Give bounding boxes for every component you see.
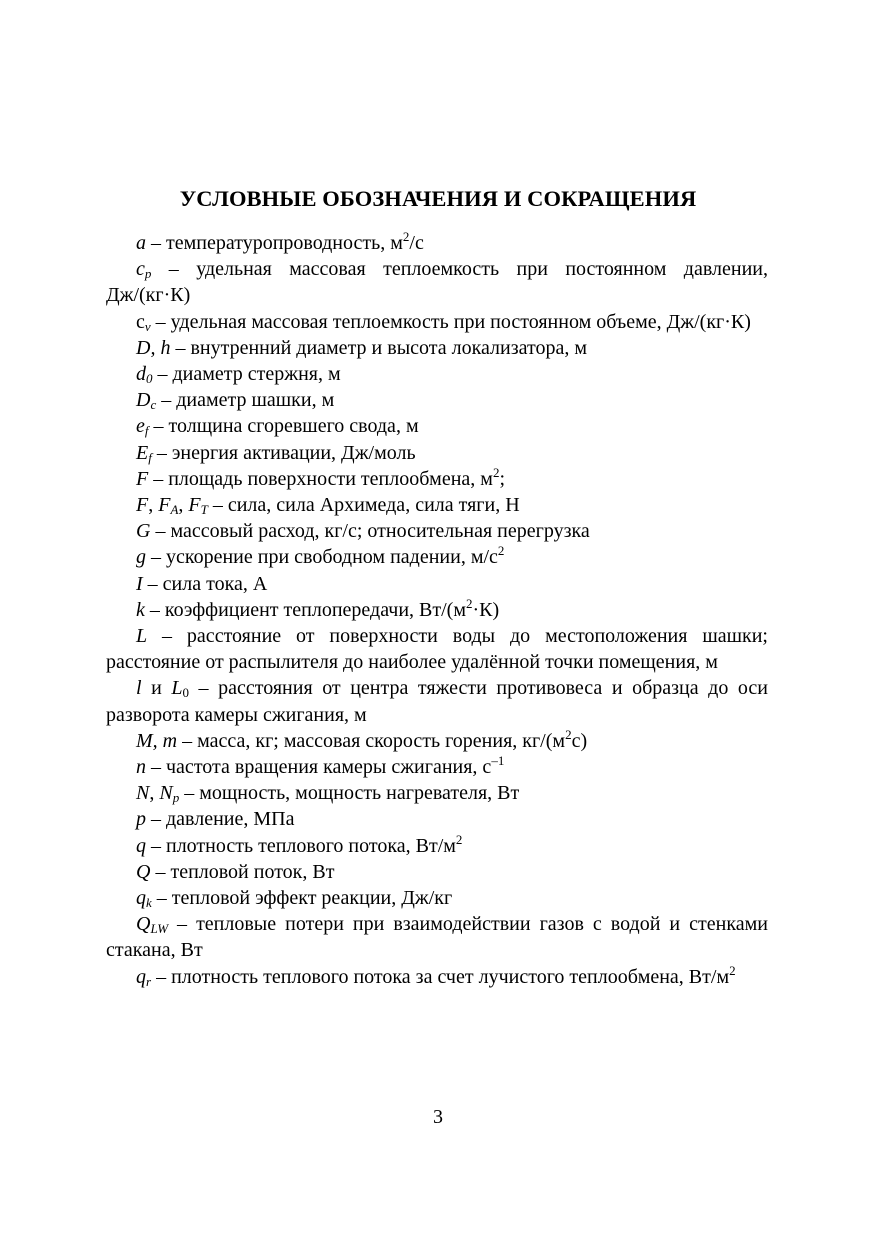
symbol-part: I [136, 572, 143, 595]
symbol-part: G [136, 520, 151, 543]
definition-text: – ускорение при свободном падении, м/с [146, 546, 498, 569]
definition-text: ·К) [472, 598, 500, 621]
symbol-part: F [158, 494, 171, 517]
definition-text: с) [571, 729, 588, 752]
symbol-part: p [144, 266, 152, 282]
definition-entry [106, 623, 768, 675]
definition-entry [106, 230, 768, 256]
definition-text: – тепловые потери при взаимодействии газов с водой и стенками стакана, Вт [106, 913, 768, 962]
definition-entry [106, 440, 768, 466]
definition-text: – тепловой эффект реакции, Дж/кг [151, 887, 453, 910]
definition-text: – диаметр шашки, м [156, 389, 335, 412]
definition-entry [106, 544, 768, 570]
definition-text: c [136, 310, 145, 333]
symbol-part: A [170, 502, 179, 518]
symbol-part: v [144, 318, 151, 334]
symbol-part: p [136, 808, 146, 831]
symbol-part: E [136, 441, 149, 464]
symbol-part: f [144, 423, 149, 439]
definition-text: – массовый расход, кг/с; относительная перегрузка [150, 520, 590, 543]
symbol-part: M, m [136, 729, 178, 752]
definition-text: – температуропроводность, м [146, 232, 403, 254]
symbol-part: p [172, 790, 180, 806]
symbol-part: 2 [729, 962, 736, 978]
definition-text: – масса, кг; массовая скорость горения, кг/(м [177, 729, 566, 752]
definition-entry [106, 571, 768, 597]
definition-entry [106, 335, 768, 361]
symbol-part: n [136, 756, 146, 779]
symbol-part: 2 [455, 831, 463, 847]
symbol-part: r [146, 973, 152, 989]
symbol-part: –1 [491, 753, 505, 769]
definition-entry [106, 885, 768, 911]
symbol-part: l [136, 677, 142, 700]
definition-text: и [141, 677, 172, 700]
definition-text: – давление, МПа [146, 808, 295, 831]
symbol-part: q [136, 834, 146, 857]
definition-text: – удельная массовая теплоемкость при постоянном объеме, Дж/(кг·К) [150, 310, 751, 333]
symbol-part: a [136, 232, 146, 254]
symbol-part: g [136, 546, 146, 569]
definition-entry [106, 413, 768, 439]
definitions-list [106, 230, 768, 990]
definition-entry [106, 964, 768, 990]
symbol-part: k [136, 598, 145, 621]
symbol-part: q [136, 965, 146, 988]
definition-text: – плотность теплового потока, Вт/м [146, 834, 456, 857]
definition-text: – расстояния от центра тяжести противовеса и образца до оси разворота камеры сжигания, м [106, 677, 768, 726]
symbol-part: F [136, 467, 149, 490]
definition-text: – коэффициент теплопередачи, Вт/(м [144, 598, 466, 621]
definition-entry [106, 833, 768, 859]
symbol-part: F [136, 494, 149, 517]
symbol-part: 0 [146, 371, 153, 387]
definition-entry [106, 466, 768, 492]
symbol-part: c [136, 258, 145, 281]
symbol-part: N [159, 782, 173, 805]
page-number: 3 [433, 1106, 443, 1128]
definition-entry [106, 387, 768, 413]
definition-text: , [148, 494, 159, 517]
symbol-part: L [136, 625, 148, 648]
definition-entry [106, 754, 768, 780]
symbol-part: 2 [402, 229, 410, 244]
definition-text: , [149, 782, 160, 805]
definition-text: – плотность теплового потока за счет лучистого теплообмена, Вт/м [151, 965, 730, 988]
definition-entry [106, 859, 768, 885]
symbol-part: k [146, 895, 152, 911]
symbol-part: D, h [136, 336, 171, 359]
definition-text: – энергия активации, Дж/моль [151, 441, 416, 464]
symbol-part: 2 [497, 543, 505, 559]
symbol-part: L [171, 677, 183, 700]
definition-entry [106, 361, 768, 387]
symbol-part: q [136, 887, 146, 910]
definition-text: /с [409, 232, 424, 254]
definition-entry [106, 675, 768, 727]
definition-text: – расстояние от поверхности воды до местоположения шашки; расстояние от распылителя до наиболее удалённой точки помещения, м [106, 625, 768, 674]
definition-entry [106, 256, 768, 308]
symbol-part: f [148, 449, 152, 465]
definition-entry [106, 597, 768, 623]
definition-entry [106, 911, 768, 963]
page-title: УСЛОВНЫЕ ОБОЗНАЧЕНИЯ И СОКРАЩЕНИЯ [179, 186, 697, 211]
definition-text: ; [499, 467, 506, 490]
definition-entry [106, 518, 768, 544]
symbol-part: c [150, 397, 157, 413]
symbol-part: 2 [492, 464, 500, 480]
symbol-part: D [136, 389, 151, 412]
definition-text: – внутренний диаметр и высота локализатора, м [170, 336, 588, 359]
symbol-part: LW [150, 921, 169, 937]
symbol-part: 2 [466, 595, 473, 611]
symbol-part: T [200, 502, 208, 518]
symbol-part: F [188, 494, 201, 517]
definition-entry [106, 780, 768, 806]
definition-text: – частота вращения камеры сжигания, с [146, 756, 492, 779]
definition-entry [106, 492, 768, 518]
definition-text: – сила тока, А [142, 572, 268, 595]
definition-text: – удельная массовая теплоемкость при постоянном давлении, Дж/(кг·К) [106, 258, 768, 307]
definition-text: – диаметр стержня, м [152, 363, 341, 386]
symbol-part: N [136, 782, 150, 805]
definition-entry [106, 728, 768, 754]
definition-text: – площадь поверхности теплообмена, м [148, 467, 493, 490]
definition-entry [106, 806, 768, 832]
symbol-part: Q [136, 913, 151, 936]
symbol-part: 2 [565, 726, 572, 742]
definition-text: – толщина сгоревшего свода, м [148, 415, 419, 438]
symbol-part: Q [136, 860, 151, 883]
symbol-part: 0 [182, 685, 189, 701]
definition-text: – мощность, мощность нагревателя, Вт [179, 782, 520, 805]
symbol-part: d [136, 363, 146, 386]
definition-text: – сила, сила Архимеда, сила тяги, Н [207, 494, 520, 517]
definition-text: , [178, 494, 189, 517]
definition-entry [106, 309, 768, 335]
definition-text: – тепловой поток, Вт [150, 860, 335, 883]
symbol-part: e [136, 415, 145, 438]
